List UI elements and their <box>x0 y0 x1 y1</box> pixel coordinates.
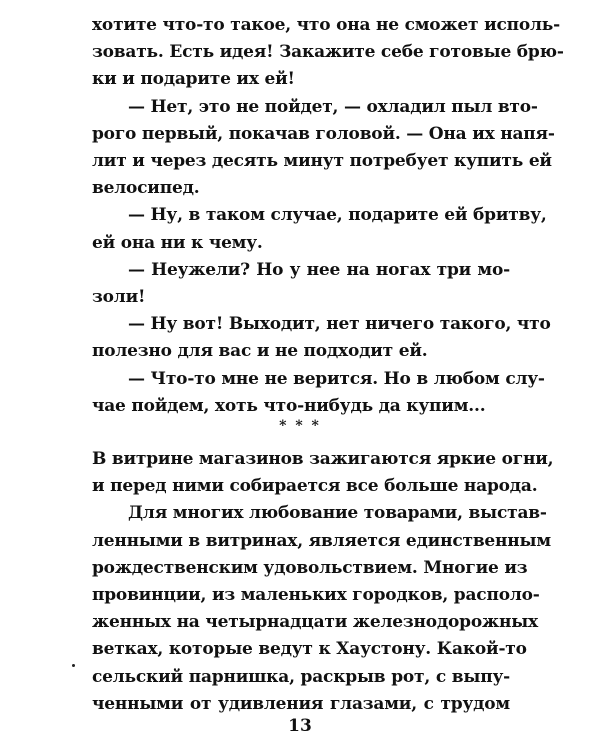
text-line: провинции, из маленьких городков, располо- <box>92 585 540 606</box>
section-separator: * * * <box>279 418 321 434</box>
text-line: зовать. Есть идея! Закажите себе готовые брю- <box>92 42 564 63</box>
text-line: — Ну вот! Выходит, нет ничего такого, что <box>128 314 551 335</box>
text-line: женных на четырнадцати железнодорожных <box>92 612 538 633</box>
text-line: ки и подарите их ей! <box>92 69 295 90</box>
text-line: Для многих любование товарами, выстав- <box>128 503 547 524</box>
text-line: ченными от удивления глазами, с трудом <box>92 693 510 714</box>
text-line: хотите что-то такое, что она не сможет исполь- <box>92 15 561 35</box>
text-line: золи! <box>92 287 146 308</box>
text-line: и перед ними собирается все больше народа. <box>92 476 538 497</box>
text-line: — Что-то мне не верится. Но в любом слу- <box>128 368 545 389</box>
text-line: — Неужели? Но у нее на ногах три мо- <box>128 259 510 280</box>
text-line: лит и через десять минут потребует купить ей <box>92 151 552 172</box>
dialogue-passage <box>92 12 564 420</box>
text-line: велосипед. <box>92 178 200 199</box>
text-line: В витрине магазинов зажигаются яркие огни, <box>92 449 554 469</box>
text-line: чае пойдем, хоть что-нибудь да купим... <box>92 395 486 416</box>
text-line: ветках, которые ведут к Хаустону. Какой-то <box>92 639 527 660</box>
text-line: рождественским удовольствием. Многие из <box>92 557 528 578</box>
text-line: сельский парнишка, раскрыв рот, с выпу- <box>92 666 510 687</box>
text-line: ей она ни к чему. <box>92 232 263 253</box>
text-line: ленными в витринах, является единственным <box>92 530 551 551</box>
text-line: — Ну, в таком случае, подарите ей бритву, <box>128 205 547 226</box>
print-speck <box>72 664 75 667</box>
text-line: рого первый, покачав головой. — Она их напя- <box>92 123 555 144</box>
text-line: полезно для вас и не подходит ей. <box>92 341 428 362</box>
narrative-passage <box>92 446 554 718</box>
page-number: 13 <box>288 716 312 736</box>
text-line: — Нет, это не пойдет, — охладил пыл вто- <box>128 96 538 117</box>
